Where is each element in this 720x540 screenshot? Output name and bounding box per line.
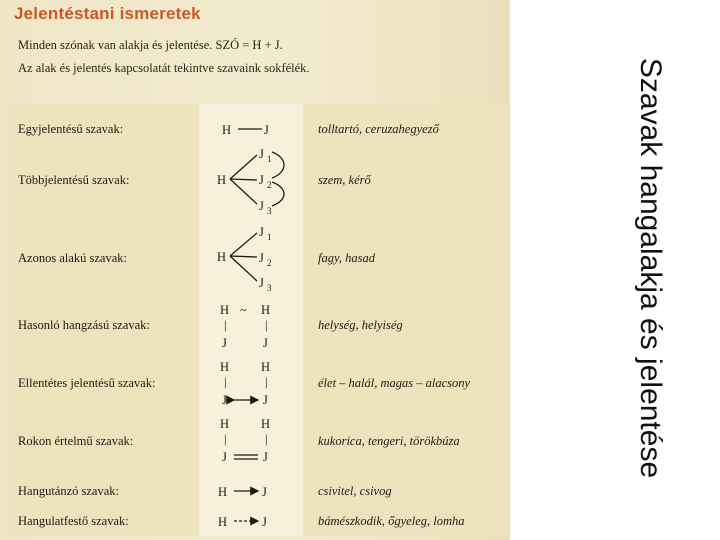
scheme-bar: | — [224, 375, 227, 389]
intro-line-2: Az alak és jelentés kapcsolatát tekintve szavaink sokfélék. — [18, 61, 310, 75]
scheme-bar: | — [224, 318, 227, 332]
slide-title-text: Szavak hangalakja és jelentése — [633, 57, 667, 478]
scheme-line — [230, 256, 257, 257]
scheme-j: J — [262, 515, 267, 529]
scheme-sub: 1 — [267, 232, 272, 242]
scheme-line — [230, 233, 257, 256]
scheme-h: H — [217, 250, 227, 264]
term-paronym: Hasonló hangzású szavak: — [18, 318, 150, 332]
scheme-sub: 2 — [267, 258, 272, 268]
scheme-arc — [272, 152, 284, 178]
scheme-j: J — [259, 173, 264, 187]
intro-line-1: Minden szónak van alakja és jelentése. SZÓ = H + J. — [18, 38, 283, 52]
scheme-line — [230, 155, 257, 179]
scheme-line — [230, 179, 257, 204]
scheme-j: J — [222, 393, 227, 407]
scheme-h: H — [220, 360, 230, 374]
scheme-j: J — [262, 485, 267, 499]
slide-title — [612, 15, 687, 520]
scheme-j: J — [222, 336, 227, 350]
scheme-h: H — [218, 485, 228, 499]
example-paronym: helység, helyiség — [318, 318, 403, 332]
example-mood-word: bámészkodik, őgyeleg, lomha — [318, 514, 465, 528]
term-homonym: Azonos alakú szavak: — [18, 251, 127, 265]
scheme-bar: | — [265, 432, 268, 446]
scheme-bar: | — [224, 432, 227, 446]
scheme-h: H — [261, 417, 271, 431]
scheme-line — [230, 179, 257, 180]
example-monosemous: tolltartó, ceruzahegyező — [318, 122, 439, 136]
example-onomatopoeic: csivitel, csivog — [318, 484, 392, 498]
scheme-j: J — [259, 199, 264, 213]
example-synonym: kukorica, tengeri, törökbúza — [318, 434, 460, 448]
term-synonym: Rokon értelmű szavak: — [18, 434, 134, 448]
example-antonym: élet – halál, magas – alacsony — [318, 376, 471, 390]
scheme-h: H — [218, 515, 228, 529]
scheme-j: J — [263, 393, 268, 407]
scheme-j: J — [263, 336, 268, 350]
term-polysemous: Többjelentésű szavak: — [18, 173, 130, 187]
scheme-j: J — [263, 450, 268, 464]
scheme-j: J — [259, 147, 264, 161]
scheme-j: J — [222, 450, 227, 464]
example-homonym: fagy, hasad — [318, 251, 375, 265]
scheme-bar: | — [265, 318, 268, 332]
section-heading: Jelentéstani ismeretek — [14, 4, 201, 23]
scheme-h: H — [217, 173, 227, 187]
term-monosemous: Egyjelentésű szavak: — [18, 122, 124, 136]
scheme-arc — [272, 182, 284, 206]
scheme-bar: | — [265, 375, 268, 389]
scheme-sub: 1 — [267, 154, 272, 164]
term-mood-word: Hangulatfestő szavak: — [18, 514, 129, 528]
example-polysemous: szem, kérő — [318, 173, 371, 187]
scheme-j: J — [259, 251, 264, 265]
scheme-sub: 2 — [267, 180, 272, 190]
scheme-h: H — [261, 303, 271, 317]
scheme-line — [230, 256, 257, 281]
term-onomatopoeic: Hangutánzó szavak: — [18, 484, 120, 498]
scheme-h: H — [261, 360, 271, 374]
term-antonym: Ellentétes jelentésű szavak: — [18, 376, 156, 390]
scheme-j: J — [259, 276, 264, 290]
scheme-sub: 3 — [267, 206, 272, 216]
scheme-tilde: ~ — [240, 303, 247, 317]
scheme-j: J — [259, 225, 264, 239]
scheme-h: H — [220, 417, 230, 431]
scheme-sub: 3 — [267, 283, 272, 293]
scheme-h: H — [220, 303, 230, 317]
scheme-h: H — [222, 123, 232, 137]
scheme-j: J — [264, 123, 269, 137]
